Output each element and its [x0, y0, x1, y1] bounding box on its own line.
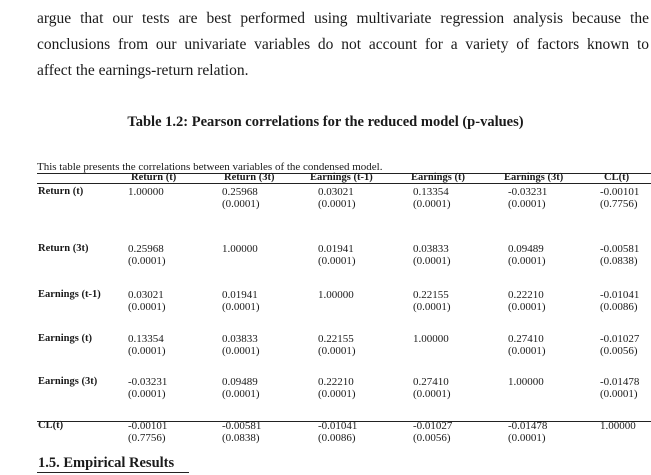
column-header: Earnings (t-1)	[310, 172, 373, 183]
p-value: (0.0086)	[318, 432, 356, 444]
correlation-value: -0.00581	[600, 243, 640, 255]
p-value: (0.0001)	[128, 345, 166, 357]
p-value: (0.0001)	[600, 388, 638, 400]
correlation-value: 0.09489	[222, 376, 258, 388]
section-heading-underline	[37, 472, 189, 473]
p-value: (0.0056)	[413, 432, 451, 444]
table-note: This table presents the correlations between variables of the condensed model.	[37, 161, 383, 173]
row-label: Earnings (t)	[38, 333, 92, 344]
correlation-value: -0.01478	[600, 376, 640, 388]
row-label: CL(t)	[38, 420, 64, 431]
p-value: (0.0001)	[508, 432, 546, 444]
p-value: (0.0001)	[413, 388, 451, 400]
paragraph-line: conclusions from our univariate variables do not account for a variety of factors known to	[37, 36, 649, 53]
correlation-value: 1.00000	[600, 420, 636, 432]
correlation-value: 1.00000	[508, 376, 544, 388]
correlation-value: -0.00101	[600, 186, 640, 198]
body-paragraph	[37, 6, 649, 84]
row-label: Return (t)	[38, 186, 84, 197]
p-value: (0.0001)	[128, 388, 166, 400]
correlation-value: 1.00000	[318, 289, 354, 301]
p-value: (0.0001)	[318, 388, 356, 400]
p-value: (0.0001)	[318, 255, 356, 267]
p-value: (0.0001)	[508, 255, 546, 267]
column-header: Return (3t)	[224, 172, 275, 183]
correlation-value: 0.22210	[318, 376, 354, 388]
correlation-value: 0.03021	[318, 186, 354, 198]
correlation-value: -0.01041	[600, 289, 640, 301]
correlation-value: 0.22210	[508, 289, 544, 301]
correlation-value: 0.13354	[128, 333, 164, 345]
correlation-value: 0.25968	[128, 243, 164, 255]
table-bottom-rule	[37, 421, 651, 422]
correlation-value: 0.03833	[413, 243, 449, 255]
column-header: CL(t)	[604, 172, 630, 183]
p-value: (0.7756)	[600, 198, 638, 210]
p-value: (0.7756)	[128, 432, 166, 444]
correlation-value: 1.00000	[128, 186, 164, 198]
p-value: (0.0001)	[128, 255, 166, 267]
correlation-value: 0.22155	[413, 289, 449, 301]
row-label: Return (3t)	[38, 243, 89, 254]
p-value: (0.0001)	[508, 345, 546, 357]
paragraph-line: argue that our tests are best performed using multivariate regression analysis because the	[37, 10, 649, 27]
correlation-value: -0.01027	[600, 333, 640, 345]
correlation-value: -0.00581	[222, 420, 262, 432]
p-value: (0.0838)	[600, 255, 638, 267]
correlation-value: -0.01478	[508, 420, 548, 432]
correlation-value: 0.09489	[508, 243, 544, 255]
correlation-value: 0.03833	[222, 333, 258, 345]
correlation-value: 0.27410	[413, 376, 449, 388]
correlation-value: 0.03021	[128, 289, 164, 301]
correlation-value: 1.00000	[222, 243, 258, 255]
correlation-value: 0.13354	[413, 186, 449, 198]
p-value: (0.0001)	[222, 345, 260, 357]
p-value: (0.0001)	[222, 198, 260, 210]
correlation-value: 0.27410	[508, 333, 544, 345]
p-value: (0.0001)	[222, 301, 260, 313]
p-value: (0.0001)	[222, 388, 260, 400]
p-value: (0.0001)	[413, 301, 451, 313]
paragraph-line: affect the earnings-return relation.	[37, 62, 249, 79]
p-value: (0.0001)	[413, 198, 451, 210]
p-value: (0.0001)	[508, 301, 546, 313]
p-value: (0.0838)	[222, 432, 260, 444]
correlation-value: -0.01027	[413, 420, 453, 432]
p-value: (0.0001)	[318, 198, 356, 210]
column-header: Earnings (3t)	[504, 172, 564, 183]
column-header: Return (t)	[131, 172, 177, 183]
p-value: (0.0001)	[508, 198, 546, 210]
correlation-value: 0.22155	[318, 333, 354, 345]
correlation-value: 0.01941	[318, 243, 354, 255]
row-label: Earnings (t-1)	[38, 289, 101, 300]
column-header: Earnings (t)	[411, 172, 465, 183]
table-caption: Table 1.2: Pearson correlations for the reduced model (p-values)	[127, 114, 524, 130]
p-value: (0.0056)	[600, 345, 638, 357]
p-value: (0.0001)	[413, 255, 451, 267]
p-value: (0.0001)	[128, 301, 166, 313]
p-value: (0.0086)	[600, 301, 638, 313]
correlation-value: 0.25968	[222, 186, 258, 198]
row-label: Earnings (3t)	[38, 376, 98, 387]
section-heading: 1.5. Empirical Results	[38, 455, 175, 471]
correlation-value: 0.01941	[222, 289, 258, 301]
correlation-value: -0.00101	[128, 420, 168, 432]
correlation-value: 1.00000	[413, 333, 449, 345]
correlation-value: -0.03231	[128, 376, 168, 388]
correlation-value: -0.01041	[318, 420, 358, 432]
table-header-rule	[37, 183, 651, 184]
p-value: (0.0001)	[318, 345, 356, 357]
correlation-value: -0.03231	[508, 186, 548, 198]
